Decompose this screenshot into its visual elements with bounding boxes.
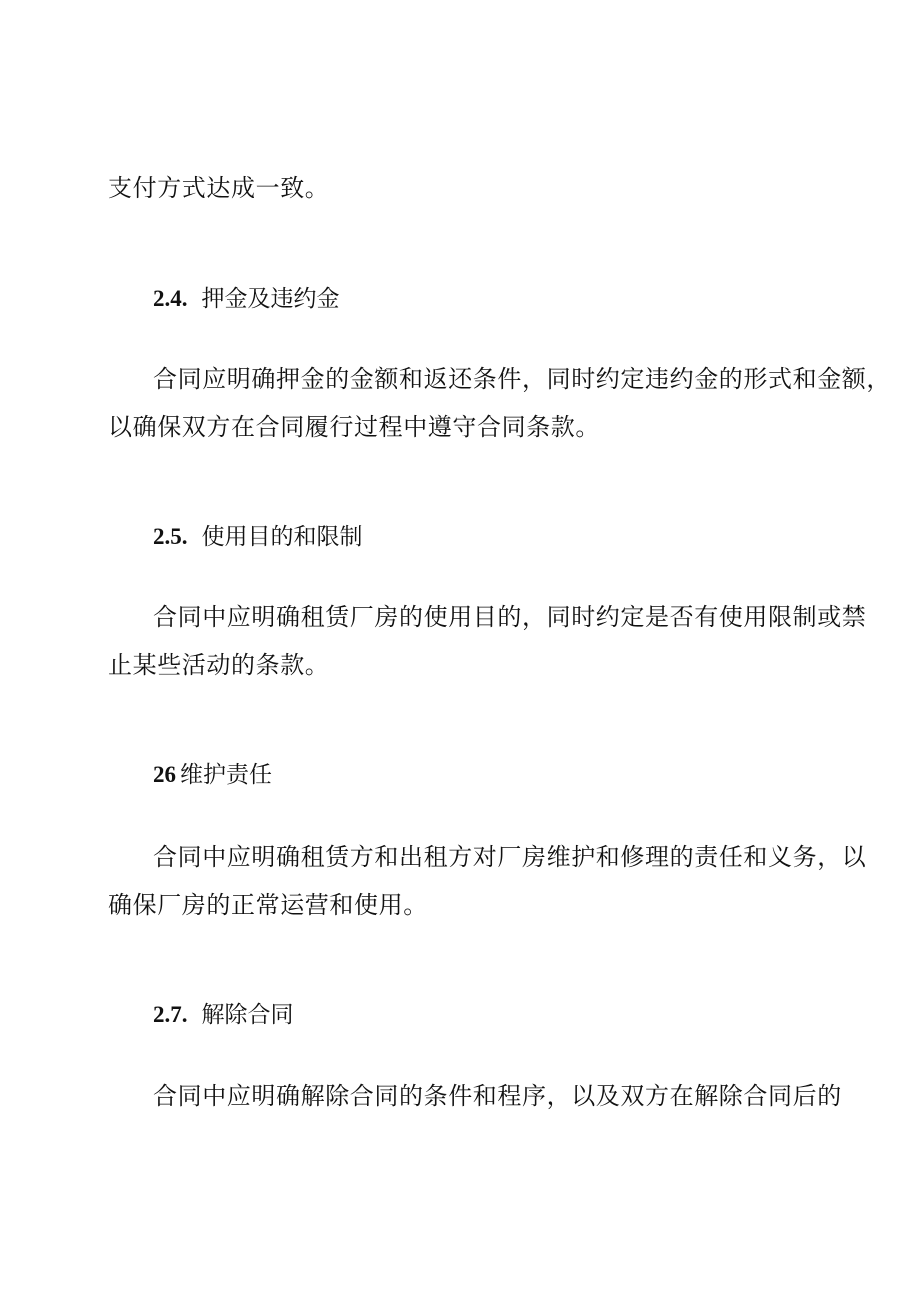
paragraph-line: 以确保双方在合同履行过程中遵守合同条款。 xyxy=(108,413,600,441)
section-heading xyxy=(153,759,272,791)
continuation-text: 支付方式达成一致。 xyxy=(108,174,330,202)
section-title: 押金及违约金 xyxy=(201,286,340,312)
paragraph-line: 合同应明确押金的金额和返还条件，同时约定违约金的形式和金额， xyxy=(153,365,891,393)
section-heading xyxy=(153,521,363,553)
section-title: 解除合同 xyxy=(201,1002,294,1028)
section-heading xyxy=(153,999,294,1031)
paragraph-line: 合同中应明确解除合同的条件和程序，以及双方在解除合同后的 xyxy=(153,1082,842,1110)
section-number: 2.7. xyxy=(153,1002,188,1027)
section-title: 维护责任 xyxy=(180,762,272,788)
paragraph-line: 止某些活动的条款。 xyxy=(108,651,330,679)
paragraph-line: 确保厂房的正常运营和使用。 xyxy=(108,891,428,919)
section-heading xyxy=(153,283,340,315)
section-title: 使用目的和限制 xyxy=(201,524,363,550)
section-number: 2.4. xyxy=(153,286,188,311)
section-number: 2.5. xyxy=(153,524,188,549)
paragraph-line: 合同中应明确租赁厂房的使用目的，同时约定是否有使用限制或禁 xyxy=(153,603,867,631)
paragraph-line: 合同中应明确租赁方和出租方对厂房维护和修理的责任和义务，以 xyxy=(153,843,867,871)
section-number: 26 xyxy=(153,762,176,787)
